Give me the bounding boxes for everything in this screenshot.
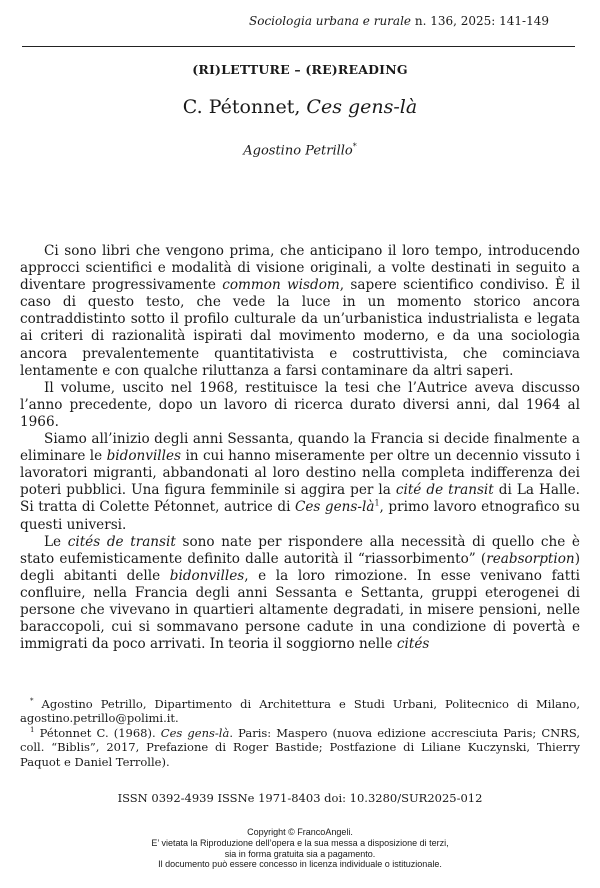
footnote-author (20, 697, 580, 726)
emphasis: cité de transit (395, 482, 494, 499)
text-run: , sapere scientifico condiviso. È il caso di questo testo, che vede la luce in un momento storico ancora contraddistinto sotto il profilo culturale da un’urbanistica industrialista e legata ai criteri di razionalità ispirati dal movimento moderno, e da una sociologia ancora prevalentemente quantitativista e costruttivista, che cominciava lentamente e con qualche riluttanza a farsi contaminare da altri saperi. (20, 277, 580, 379)
emphasis: bidonvilles (106, 448, 182, 465)
title-author: C. Pétonnet, (182, 96, 301, 118)
footnote-1 (20, 726, 580, 769)
emphasis: cités (396, 636, 430, 653)
footnote-text: Agostino Petrillo, Dipartimento di Architettura e Studi Urbani, Politecnico di Milano, agostino.petrillo@polimi.it. (20, 697, 580, 726)
emphasis: Ces gens-là (294, 499, 375, 516)
footnote-mark: 1 (30, 725, 35, 734)
emphasis: common wisdom (222, 277, 340, 294)
emphasis: cités de transit (67, 533, 176, 550)
author-name: Agostino Petrillo (243, 143, 353, 159)
text-run: Siamo all’inizio degli anni Sessanta, quando la Francia si decide finalmente a eliminare le (20, 431, 580, 465)
paragraph-4 (20, 534, 580, 654)
issue-info: n. 136, 2025: 141-149 (414, 14, 549, 28)
emphasis: bidonvilles (169, 567, 245, 584)
author-byline (0, 142, 600, 158)
article-title (0, 96, 600, 118)
copyright-line: sia in forma gratuita sia a pagamento. (224, 848, 376, 859)
running-header (249, 14, 549, 28)
issn-doi: ISSN 0392-4939 ISSNe 1971-8403 doi: 10.3280/SUR2025-012 (117, 791, 483, 805)
text-run: , primo lavoro etnografico su questi universi. (20, 499, 580, 533)
text-run: , e la loro rimozione. In esse venivano fatti confluire, nella Francia degli anni Sessanta e Settanta, gruppi eterogenei di persone che vivevano in quartieri altamente degradati, in misere pensioni, nelle baraccopoli, cui si sommavano persone cadute in una condizione di povertà e immigrati da poco arrivati. In teoria il soggiorno nelle (20, 567, 581, 653)
copyright-line: E’ vietata la Riproduzione dell’opera e la sua messa a disposizione di terzi, (151, 837, 449, 848)
text-run: sono nate per rispondere alla necessità di quello che è stato eufemisticamente definito dalle autorità il “riassorbimento” ( (20, 533, 580, 567)
paragraph-1 (20, 243, 580, 380)
section-title: (RI)LETTURE – (RE)READING (192, 62, 408, 77)
text-run: di La Halle. Si tratta di Colette Pétonnet, autrice di (20, 482, 581, 516)
text-run: in cui hanno miseramente per oltre un decennio vissuto i lavoratori migranti, abbandonati al loro destino nella completa indifferenza dei poteri pubblici. Una figura femminile si aggira per la (20, 448, 580, 499)
footnote-text: Pétonnet C. (1968). (39, 725, 156, 740)
footnote-ref: 1 (374, 498, 380, 508)
text-run: ) degli abitanti delle (20, 550, 580, 584)
footnote-mark: * (30, 697, 34, 706)
paragraph-2: Il volume, uscito nel 1968, restituisce la tesi che l’Autrice aveva discusso l’anno precedente, dopo un lavoro di ricerca durato diversi anni, dal 1964 al 1966. (20, 379, 580, 430)
footnote-text: . Paris: Maspero (nuova edizione accresciuta Paris; CNRS, coll. “Biblis”, 2017, Prefazione di Roger Bastide; Postfazione di Liliane Kuczynski, Thierry Paquot e Daniel Terrolle). (20, 725, 580, 769)
copyright-notice (0, 827, 600, 870)
author-footnote-mark: * (352, 142, 357, 151)
text-run: Le (44, 533, 62, 550)
text-run: Ci sono libri che vengono prima, che anticipano il loro tempo, introducendo approcci scientifici e modalità di visione originali, a volte destinati in seguito a diventare progressivamente (20, 243, 580, 294)
emphasis: reabsorption (486, 550, 575, 567)
title-book: Ces gens-là (306, 96, 418, 118)
body-text (20, 243, 580, 653)
copyright-line: Il documento può essere concesso in licenza individuale o istituzionale. (158, 859, 442, 870)
paragraph-3 (20, 431, 580, 534)
copyright-line: Copyright © FrancoAngeli. (247, 827, 353, 837)
footnotes (20, 697, 580, 769)
header-rule (22, 46, 575, 47)
journal-name: Sociologia urbana e rurale (249, 14, 412, 28)
emphasis: Ces gens-là (160, 725, 230, 740)
